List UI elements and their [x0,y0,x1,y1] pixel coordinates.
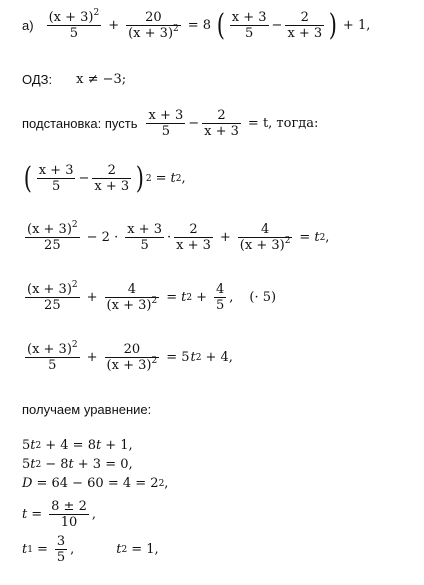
fraction: $\frac{2}{x + 3}$ [176,222,211,253]
fraction: $\frac{2}{x + 3}$ [94,163,130,194]
fraction: $\frac{20}{(x + 3)^2}$ [106,342,158,373]
fraction: $\frac{2}{x + 3}$ [287,10,323,41]
equation-label: а) [22,18,34,33]
fraction: $\frac{x + 3}{5}$ [127,222,162,253]
fraction: $\frac{4}{5}$ [215,282,225,313]
fraction: $\frac{8 \pm 2}{10}$ [51,499,87,530]
fraction: $\frac{(x + 3)^2}{5}$ [48,8,100,41]
fraction: $\frac{20}{(x + 3)^2}$ [128,10,179,41]
fraction: $\frac{x + 3}{5}$ [231,10,267,41]
fraction: $\frac{4}{(x + 3)^2}$ [239,222,291,253]
odz-condition: x ≠ −3; [76,72,127,87]
multiply-note: (· 5) [249,290,277,305]
fraction: $\frac{2}{x + 3}$ [204,108,239,139]
fraction: $\frac{3}{5}$ [56,534,66,565]
substitution-text: подстановка: пусть [22,116,138,131]
odz-label: ОДЗ: [22,72,53,87]
expanded-line: $\frac{(x + 3)^2}{25}$ − 2 · $\frac{x + 3}{5}$ · $\frac{2}{x + 3}$ + $\frac{4}{(x + 3)^2}$ = t 2 , [27,220,330,253]
squared-line: ( $\frac{x + 3}{5}$ − $\frac{2}{x + 3}$ ) 2 = t 2 , [23,160,186,196]
substitution-line: подстановка: пусть $\frac{x + 3}{5}$ − $\frac{2}{x + 3}$ = t, тогда: [22,108,319,139]
result-line-5: t 1 = $\frac{3}{5}$ , t 2 = 1, [22,534,159,565]
result-line-1: 5 t 2 + 4 = 8 t + 1, [22,438,133,453]
fraction: $\frac{(x + 3)^2}{5}$ [27,340,78,373]
fraction: $\frac{(x + 3)^2}{25}$ [27,220,78,253]
result-line-4: t = $\frac{8 \pm 2}{10}$ , [22,499,96,530]
equation-line: а) $\frac{(x + 3)^2}{5}$ + $\frac{20}{(x + 3)^2}$ = 8 ( $\frac{x + 3}{5}$ − $\frac{2}{x + 3}$ ) + 1, [22,7,371,43]
fraction: $\frac{x + 3}{5}$ [148,108,184,139]
fraction: $\frac{(x + 3)^2}{25}$ [27,280,78,313]
simplified-line: $\frac{(x + 3)^2}{25}$ + $\frac{4}{(x + 3)^2}$ = t 2 + $\frac{4}{5}$ , (· 5) [27,280,277,313]
result-line-3: D = 64 − 60 = 4 = 2 2 , [22,476,169,491]
multiplied-line: $\frac{(x + 3)^2}{5}$ + $\frac{20}{(x + 3)^2}$ = 5 t 2 + 4, [27,340,233,373]
fraction: $\frac{x + 3}{5}$ [38,163,74,194]
fraction: $\frac{4}{(x + 3)^2}$ [106,282,158,313]
result-line-2: 5 t 2 − 8 t + 3 = 0, [22,457,133,472]
odz-line [22,72,126,87]
result-heading: получаем уравнение: [22,402,152,417]
